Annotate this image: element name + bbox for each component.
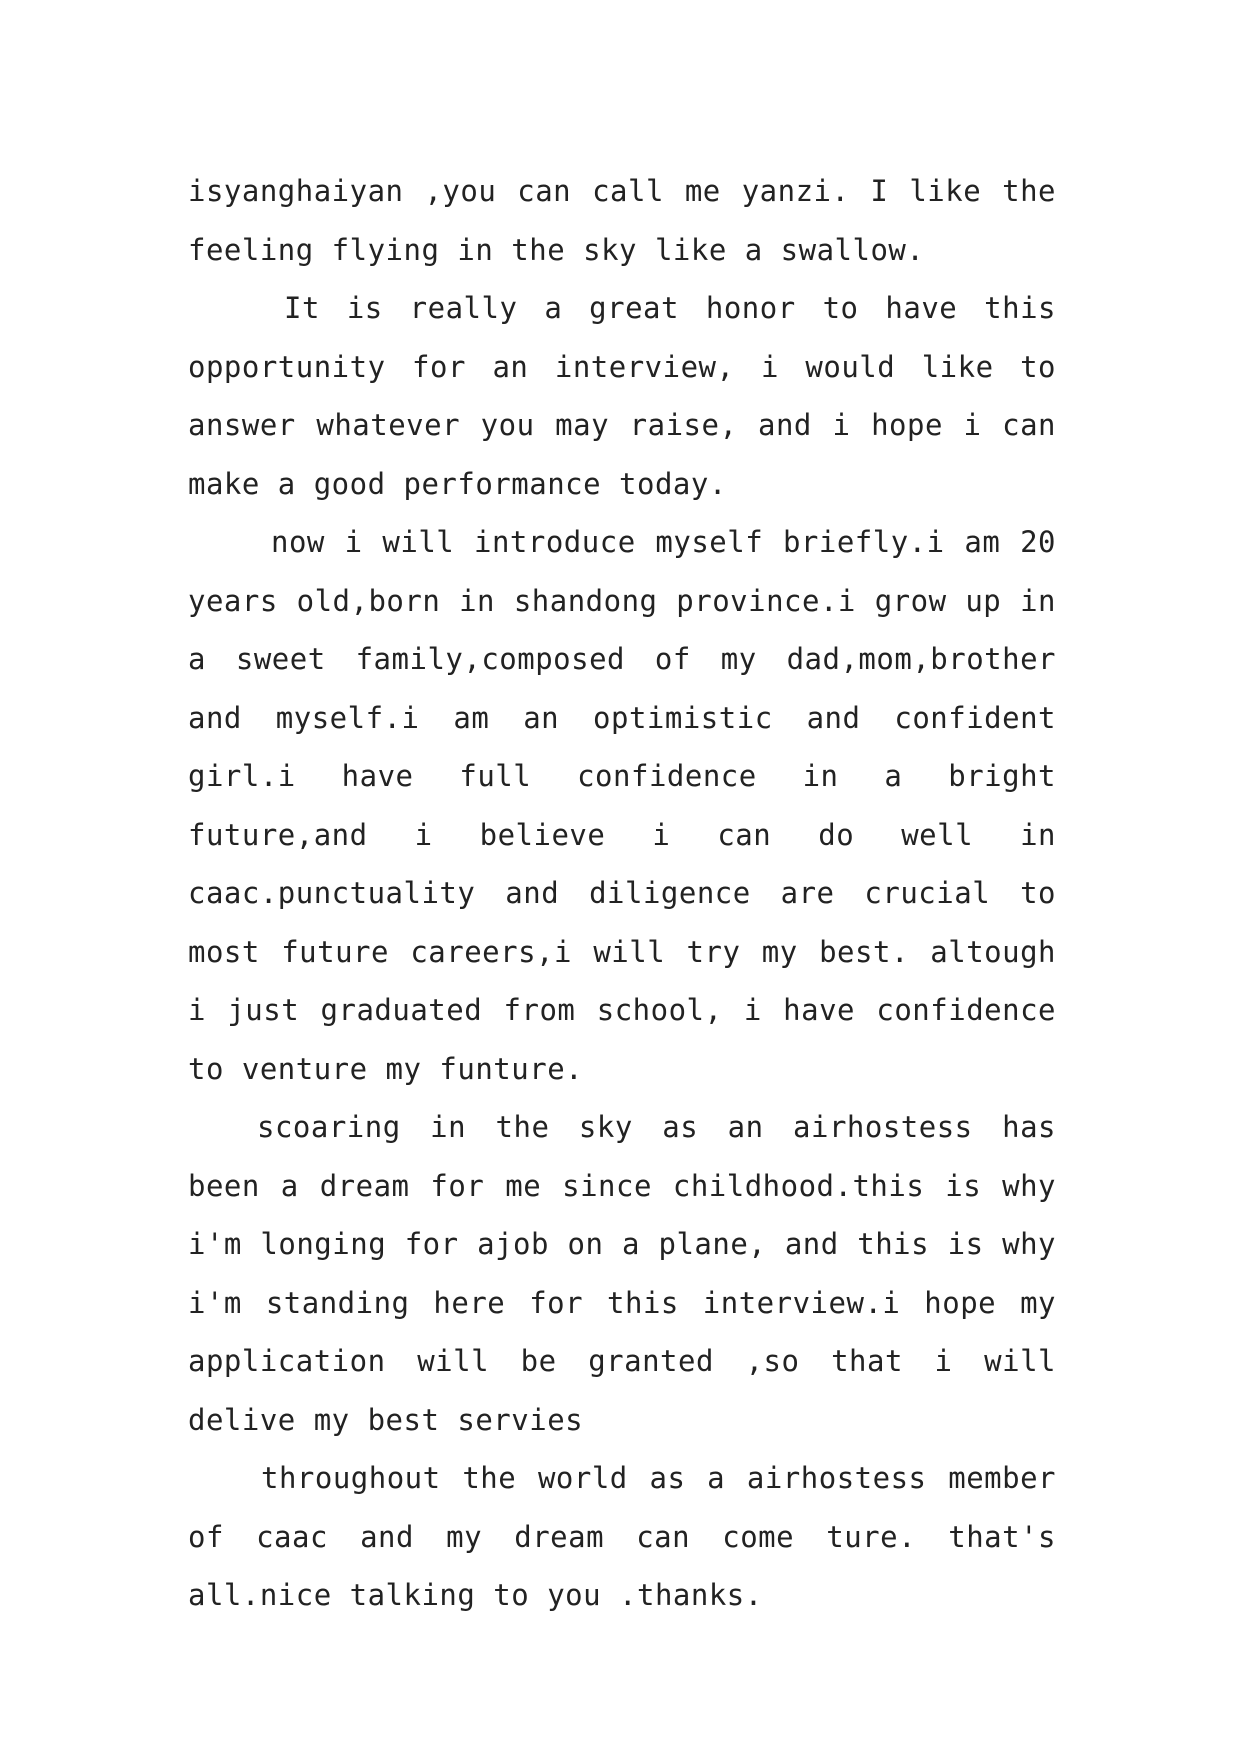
paragraph-honor: It is really a great honor to have this opportunity for an interview, i would like to answer whatever you may raise, and i hope i can make a good performance today. bbox=[188, 291, 1056, 501]
paragraph-self-introduction: now i will introduce myself briefly.i am 20 years old,born in shandong province.i grow up in a sweet family,composed of my dad,mom,brother and myself.i am an optimistic and confident girl.i have full confidence in a bright future,and i believe i can do well in caac.punctuality and diligence are crucial to most future careers,i will try my best. altough i just graduated from school, i have confidence to venture my funture. bbox=[188, 525, 1056, 1086]
paragraph-dream: scoaring in the sky as an airhostess has been a dream for me since childhood.this is why i'm longing for ajob on a plane, and this is why i'm standing here for this interview.i hope my application will be granted ,so that i will delive my best servies bbox=[188, 1110, 1056, 1437]
paragraph-intro: isyanghaiyan ,you can call me yanzi. I like the feeling flying in the sky like a swallow. bbox=[188, 174, 1056, 267]
document-body bbox=[188, 162, 1056, 1625]
paragraph-closing: throughout the world as a airhostess member of caac and my dream can come ture. that's all.nice talking to you .thanks. bbox=[188, 1461, 1056, 1612]
